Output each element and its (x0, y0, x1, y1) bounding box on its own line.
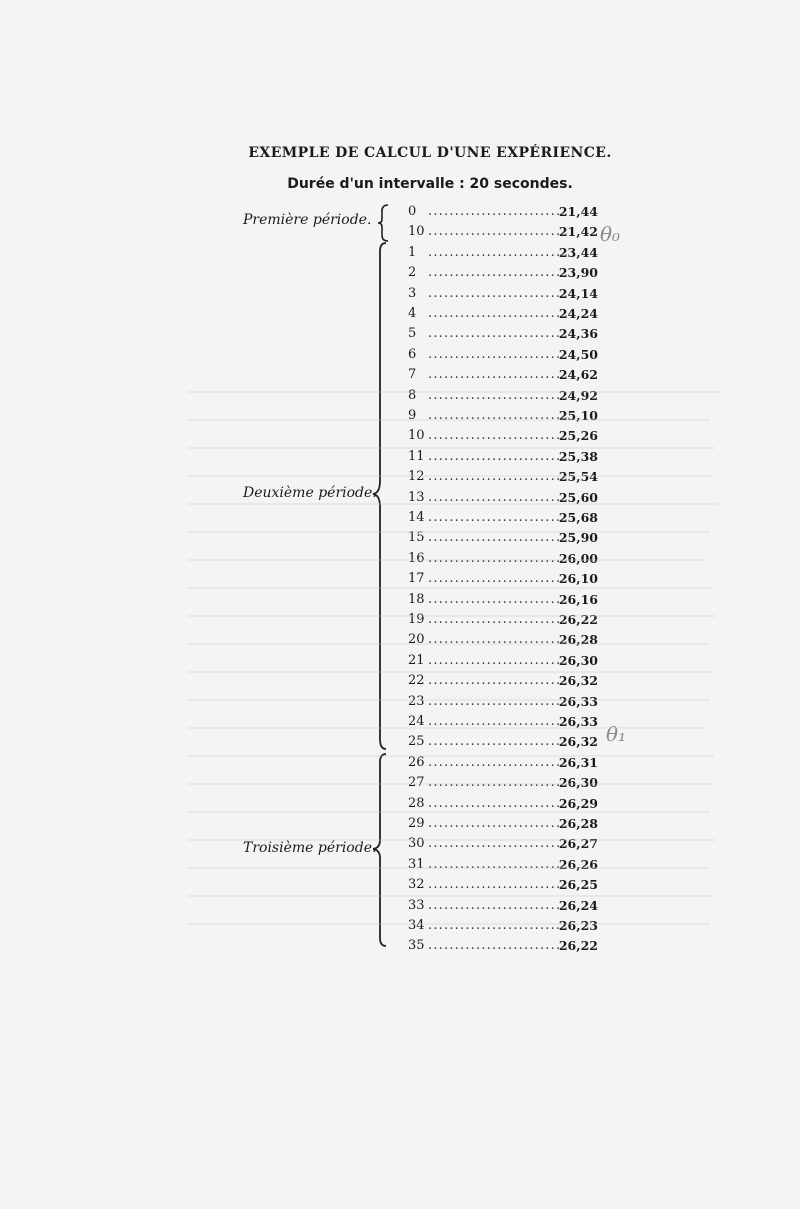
dot-leader (428, 304, 560, 324)
row-index: 16 (408, 550, 425, 566)
row-index: 19 (408, 612, 425, 627)
handwritten-theta1: θ₁ (606, 722, 627, 746)
table-row (397, 834, 607, 854)
row-value: 25,68 (558, 510, 598, 525)
row-index: 34 (408, 918, 425, 933)
dot-leader (428, 732, 560, 752)
dot-leader (428, 488, 560, 508)
table-row (397, 426, 607, 446)
dot-leader (428, 345, 560, 365)
row-index: 9 (408, 408, 417, 423)
table-row (397, 345, 607, 365)
table-row (397, 671, 607, 691)
table-row (397, 896, 607, 916)
row-value: 26,24 (558, 897, 598, 913)
dot-leader (428, 875, 560, 895)
table-row (397, 508, 607, 528)
row-index: 15 (408, 530, 425, 546)
row-value: 26,29 (558, 795, 598, 811)
row-value: 25,26 (558, 428, 598, 444)
table-row (397, 528, 607, 548)
row-index: 24 (408, 714, 425, 729)
table-row (397, 304, 607, 324)
row-index: 29 (408, 816, 425, 831)
row-index: 14 (408, 510, 425, 525)
table-row (397, 365, 607, 385)
row-value: 26,23 (558, 918, 598, 933)
dot-leader (428, 549, 560, 569)
row-value: 24,14 (558, 285, 598, 301)
dot-leader (428, 467, 560, 487)
row-value: 26,30 (558, 652, 598, 668)
period-label-2: Deuxième période. (243, 485, 377, 501)
table-row (397, 773, 607, 793)
brace-period-1 (378, 203, 392, 243)
row-index: 13 (408, 489, 425, 505)
row-value: 23,44 (558, 244, 598, 260)
row-value: 26,33 (558, 693, 598, 709)
table-row (397, 406, 607, 426)
row-index: 6 (408, 346, 417, 362)
row-index: 1 (408, 244, 417, 260)
period-label-3: Troisième période. (243, 840, 377, 856)
row-value: 24,92 (558, 387, 598, 403)
dot-leader (428, 406, 560, 426)
dot-leader (428, 569, 560, 589)
dot-leader (428, 651, 560, 671)
table-row (397, 936, 607, 956)
row-value: 24,36 (558, 326, 598, 342)
dot-leader (428, 671, 560, 691)
row-value: 26,33 (558, 714, 598, 729)
row-value: 25,60 (558, 489, 598, 505)
row-value: 26,32 (558, 734, 598, 750)
table-row (397, 488, 607, 508)
handwritten-theta0: θ₀ (600, 222, 621, 246)
row-index: 26 (408, 754, 425, 770)
row-index: 10 (408, 224, 425, 240)
row-index: 17 (408, 571, 425, 587)
row-value: 25,38 (558, 448, 598, 464)
row-value: 26,32 (558, 673, 598, 689)
row-index: 30 (408, 836, 425, 852)
dot-leader (428, 692, 560, 712)
dot-leader (428, 936, 560, 956)
page-subtitle: Durée d'un intervalle : 20 secondes. (287, 176, 573, 192)
dot-leader (428, 590, 560, 610)
dot-leader (428, 243, 560, 263)
dot-leader (428, 896, 560, 916)
dot-leader (428, 528, 560, 548)
dot-leader (428, 630, 560, 650)
row-value: 25,90 (558, 530, 598, 546)
table-row (397, 202, 607, 222)
dot-leader (428, 426, 560, 446)
brace-period-2 (372, 241, 390, 751)
dot-leader (428, 324, 560, 344)
dot-leader (428, 834, 560, 854)
row-index: 10 (408, 428, 425, 444)
table-row (397, 855, 607, 875)
row-index: 32 (408, 877, 425, 893)
row-value: 21,42 (558, 224, 598, 240)
table-row (397, 916, 607, 936)
table-row (397, 590, 607, 610)
row-value: 21,44 (558, 204, 598, 219)
table-row (397, 386, 607, 406)
row-value: 23,90 (558, 265, 598, 281)
row-index: 3 (408, 285, 417, 301)
table-row (397, 549, 607, 569)
page-title: EXEMPLE DE CALCUL D'UNE EXPÉRIENCE. (248, 145, 612, 161)
dot-leader (428, 712, 560, 732)
row-value: 26,28 (558, 632, 598, 648)
row-value: 26,22 (558, 938, 598, 954)
table-row (397, 712, 607, 732)
table-row (397, 324, 607, 344)
row-index: 11 (408, 448, 425, 464)
dot-leader (428, 447, 560, 467)
row-index: 0 (408, 204, 417, 219)
table-row (397, 263, 607, 283)
dot-leader (428, 284, 560, 304)
dot-leader (428, 773, 560, 793)
table-row (397, 875, 607, 895)
dot-leader (428, 222, 560, 242)
table-row (397, 692, 607, 712)
dot-leader (428, 814, 560, 834)
row-index: 7 (408, 367, 417, 383)
dot-leader (428, 386, 560, 406)
row-value: 26,25 (558, 877, 598, 893)
table-row (397, 610, 607, 630)
table-row (397, 284, 607, 304)
row-index: 2 (408, 265, 417, 281)
dot-leader (428, 916, 560, 936)
brace-period-3 (372, 752, 390, 948)
row-value: 26,16 (558, 591, 598, 607)
table-row (397, 569, 607, 589)
row-value: 24,62 (558, 367, 598, 383)
dot-leader (428, 753, 560, 773)
table-row (397, 753, 607, 773)
dot-leader (428, 365, 560, 385)
row-index: 18 (408, 591, 425, 607)
table-row (397, 651, 607, 671)
dot-leader (428, 794, 560, 814)
table-row (397, 630, 607, 650)
row-index: 35 (408, 938, 425, 954)
row-value: 26,27 (558, 836, 598, 852)
row-value: 26,10 (558, 571, 598, 587)
row-index: 20 (408, 632, 425, 648)
table-row (397, 243, 607, 263)
row-value: 25,54 (558, 469, 598, 485)
row-index: 5 (408, 326, 417, 342)
dot-leader (428, 508, 560, 528)
period-label-1: Première période. (243, 212, 372, 228)
row-index: 31 (408, 856, 425, 872)
table-row (397, 794, 607, 814)
dot-leader (428, 202, 560, 222)
row-value: 26,22 (558, 612, 598, 627)
table-row (397, 222, 607, 242)
row-value: 24,24 (558, 306, 598, 321)
table-row (397, 447, 607, 467)
row-index: 23 (408, 693, 425, 709)
row-index: 25 (408, 734, 425, 750)
table-row (397, 814, 607, 834)
row-value: 26,00 (558, 550, 598, 566)
row-index: 28 (408, 795, 425, 811)
row-value: 26,28 (558, 816, 598, 831)
dot-leader (428, 610, 560, 630)
row-index: 21 (408, 652, 425, 668)
row-value: 26,31 (558, 754, 598, 770)
row-index: 33 (408, 897, 425, 913)
dot-leader (428, 855, 560, 875)
row-value: 26,26 (558, 856, 598, 872)
table-row (397, 467, 607, 487)
row-value: 25,10 (558, 408, 598, 423)
row-index: 27 (408, 775, 425, 791)
row-value: 24,50 (558, 346, 598, 362)
row-index: 4 (408, 306, 417, 321)
row-value: 26,30 (558, 775, 598, 791)
table-row (397, 732, 607, 752)
row-index: 8 (408, 387, 417, 403)
row-index: 12 (408, 469, 425, 485)
row-index: 22 (408, 673, 425, 689)
dot-leader (428, 263, 560, 283)
